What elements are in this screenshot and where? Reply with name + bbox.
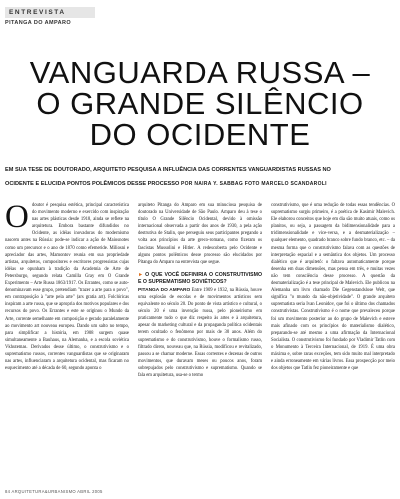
article-body [5, 202, 395, 484]
subsection-label: PITANGA DO AMPARO [5, 20, 72, 26]
drop-cap: O [5, 202, 29, 235]
respondent-name: PITANGA DO AMPARO [138, 287, 191, 293]
column-3-text: construtivismo, que é uma redução de todas essas tendências. O suprematismo surgiu primeiro, é a poética de Kasimir Malevich. Ele elaborou conceitos que hoje em dia são muito atuais, como os planitos, ou seja, a passagem da bidimensionalidade para a tridimensionalidade e vice-versa, e a desmaterialização – qualquer elemento, quadrado branco sobre fundo branco, etc. – da mesma forma que o construtivismo falava com as questões de interpretação espacial e a semântica dos objetos. Um processo dialético que é arquitetô: o faltava automaticamente porque desenha em duas dimensões, mas pensa em três, e muitas vezes não tem consciência desse processo. A questão da desmaterialização é a tese principal de Malevich. Ele publicou na Alemanha um livro chamado Die Gegenstandslose Welt, que significa "o mundo da não-objetividade". O grande arquiteto suprematista seria Ivan Leonidov, que foi o último dos chamados construtivistas. Construtivismo é o nome que prevaleceu porque foi um movimento posterior ao do grupo de Malevich e esteve mais afinado com os princípios do materialismo dialético, preparando-se até mesmo a uma afirmação da Internacional Socialista. O construtivismo foi fundado por Vladimir Tatlin com o Monumento à Terceira Internacional, de 1919. É uma obra máxima e, sobre raras exceções, tem sido muito mal interpretado e ainda erroneamente em várias livros. Essa prospecção por meio dos objetos que Tatlin fez pioneiramente e que [271, 203, 395, 372]
dek-line-1: EM SUA TESE DE DOUTORADO, ARQUITETO PESQUISA A INFLUÊNCIA DAS CORRENTES VANGUARDISTAS RUSSAS NO [5, 167, 331, 173]
answer-paragraph [138, 287, 262, 379]
byline: POR NAIRA Y. SABBAG FOTO MARCELO SCANDAROLI [180, 181, 327, 187]
headline-line-2: O GRANDE SILÊNCIO [36, 86, 364, 121]
dek-line-2 [5, 177, 395, 191]
answer-text: Entre 1909 e 1932, na Rússia, houve uma explosão de escolas e de movimentos artísticos sem equivalente no século 20. Do ponto de vista artístico e cultural, o século 20 é uma invenção russa, pelo pioneirismo em praticamente tudo o que diz respeito às artes e à arquitetura, apesar do marketing cultural e da propaganda política ocidentais terem ocultado o fenômeno por mais de 30 anos. Além do suprematismo e do construtivismo, houve o formalismo russo, filtrado direto, nouveau que, na Rússia, modificou e revitalizado, passou a se chamar moderne. Essas correntes e dezenas de outros movimentos, que duravam meses ou poucos anos, foram sobrepujados pelo construtivismo e suprematismo. Quando se fala em arquitetura, usa-se o termo [138, 287, 262, 378]
section-label: ENTREVISTA [9, 9, 66, 16]
section-tag [5, 7, 95, 18]
column-3 [271, 202, 395, 484]
interview-question [138, 272, 262, 286]
question-text: O QUE VOCÊ DEFINIRIA O CONSTRUTIVISMO E O SUPREMATISMO SOVIÉTICOS? [138, 271, 262, 285]
column-1-text: doutor é pesquisa estética, principal característica do movimento moderno e exercido com inspiração nas artes plásticas desde 1918, ainda se reflete na arquitetura. Embora bastante difundidos no Ocidente, as idéias inovadoras do modernismo nascem antes na Rússia: pode-se indicar a ação de Maiosnotes como um precursor e o ano de 1870 como efemeride. Miliosni e apreciador das artes, Mamontov reunia em sua propriedade artistas, arquitetos, compositores e escritores progressistas cujas idéias se opunham à tradição da Academia de Arte de Petersburgo, segundo relata Camilla Gray em O Grande Experimento – Arte Russa 1863/1917. Os Errantes, como se auto-denominavam esse grupo, pretendiam "trazer a arte para o povo", em contraposição à "arte pela arte" (ars gratia art). Folclóricas inspiram a arte russa, que se apropria dos motivos populares e dos recursos do povo. Os Errantes e este se originou o Mundo da Arte, corrente semelhante em composição e gerado paralelamente ao movimento art nouveau europeu. Dando um salto no tempo, para simplificar a história, em 1908 surgem quase simultaneamente a Bauhaus, na Alemanha, e a escola soviética Vkhutemas. Derivados desse último, o construtivismo e o suprematismo russos, correntes vanguardistas que se originaram nas artes, influenciaram a arquitetura ocidental, mas ficaram no esquecimento até a década de 60, segundo aponta o [5, 203, 129, 372]
dek-line-2-text: OCIDENTE E ELUCIDA PONTOS POLÊMICOS DESSE PROCESSO [5, 181, 180, 187]
page-footer: 84 ARQUITETURA&URBANISMO ABRIL 2005 [5, 489, 103, 494]
headline-line-3: DO OCIDENTE [89, 117, 311, 152]
question-arrow-icon: ► [138, 271, 144, 278]
headline-line-1: VANGUARDA RUSSA – [29, 55, 371, 90]
column-1 [5, 202, 129, 484]
article-dek [5, 163, 395, 191]
column-2-intro: arquiteto Pitanga do Amparo em sua minuciosa pesquisa de doutorado na Universidade de São Paulo. Amparo deu à tese o título O Grande Silêncio Ocidental, devido à omissão internacional observada a partir dos anos de 1930, a pela ação destrutiva de Stalin, que perseguiu seus participantes pregando a volta aos princípios da arte greco-romana, como fizeram os fascistas Mussolini e Hitler. A redescoberta pelo Ocidente e alguns pontos polêmicos desse processo são elucidados por Pitanga do Amparo na entrevista que segue. [138, 203, 262, 265]
article-headline [0, 57, 400, 150]
column-2 [138, 202, 262, 484]
